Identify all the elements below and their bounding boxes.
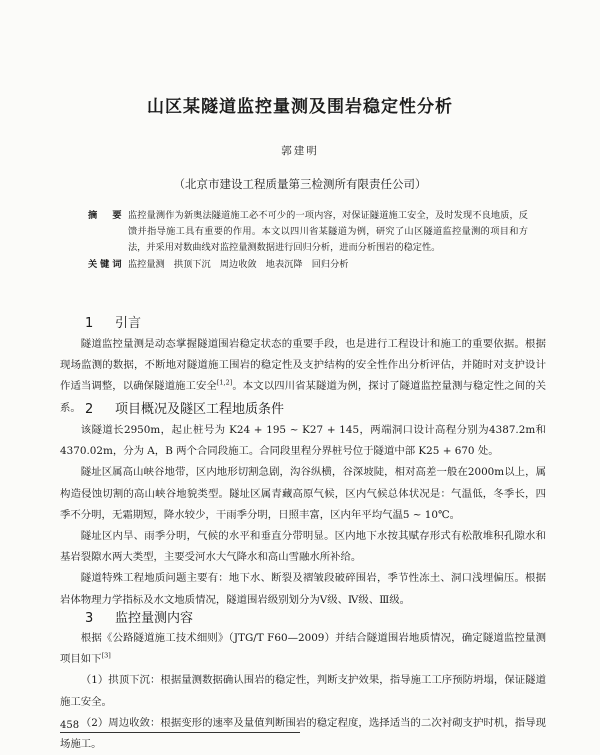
section-2-body — [60, 420, 546, 611]
section-title: 监控量测内容 — [115, 611, 194, 626]
paragraph: 隧道特殊工程地质问题主要有：地下水、断裂及褶皱段破碎围岩，季节性冻土、洞口浅埋偏压。根据岩体物理力学指标及水文地质情况，隧道围岩级别划分为Ⅴ级、Ⅳ级、Ⅲ级。 — [60, 572, 546, 606]
affiliation: （北京市建设工程质量第三检测所有限责任公司） — [173, 177, 427, 191]
section-number: 2 — [85, 402, 94, 417]
paragraph: （1）拱顶下沉：根据量测数据确认围岩的稳定性，判断支护效果，指导施工工序预防坍塌，保证隧道施工安全。 — [60, 674, 546, 708]
keywords — [88, 257, 528, 273]
paragraph: 根据《公路隧道施工技术细则》（JTG/T F60—2009）并结合隧道围岩地质情况，确定隧道监控量测项目如下[3] — [60, 632, 546, 666]
paper-title: 山区某隧道监控量测及围岩稳定性分析 — [147, 97, 453, 117]
section-3-body — [60, 628, 546, 755]
section-2-heading — [85, 398, 284, 417]
section-number: 3 — [85, 611, 94, 626]
section-number: 1 — [85, 316, 94, 331]
paragraph: 隧址区内旱、雨季分明，气候的水平和垂直分带明显。区内地下水按其赋存形式有松散堆积孔隙水和基岩裂隙水两大类型，主要受河水大气降水和高山雪融水所补给。 — [60, 530, 546, 564]
paragraph: 该隧道长2950m，起止桩号为 K24 + 195 ~ K27 + 145，两端洞口设计高程分别为4387.2m和4370.02m，分为 A，B 两个合同段施工。合同段里程分界桩号位于隧道中部 K25 + 670 处。 — [60, 424, 546, 458]
section-3-heading — [85, 607, 193, 626]
abstract-label: 摘 要 — [88, 210, 125, 221]
page-number: 458 — [60, 720, 80, 731]
author: 郭建明 — [281, 145, 319, 157]
abstract-text: 监控量测作为新奥法隧道施工必不可少的一项内容，对保证隧道施工安全，及时发现不良地质，反馈并指导施工具有重要的作用。本文以四川省某隧道为例，研究了山区隧道监控量测的项目和方法，并采用对数曲线对监控量测数据进行回归分析，进而分析围岩的稳定性。 — [128, 210, 528, 254]
paragraph: （2）周边收敛：根据变形的速率及量值判断围岩的稳定程度，选择适当的二次衬砌支护时机，指导现场施工。 — [60, 716, 546, 751]
paragraph: 隧址区属高山峡谷地带，区内地形切割急剧，沟谷纵横，谷深坡陡，相对高差一般在2000m以上，属构造侵蚀切割的高山峡谷地貌类型。隧址区属青藏高原气候，区内气候总体状况是：气温低，冬季长，四季不分明，无霜期短，降水较少，干雨季分明，日照丰富，区内年平均气温5 ~ 10℃。 — [60, 466, 546, 521]
footer-rule — [60, 732, 300, 733]
section-title: 引言 — [115, 316, 142, 331]
citation: [1,2] — [216, 378, 233, 387]
paragraph: 隧道监控量测是动态掌握隧道围岩稳定状态的重要手段，也是进行工程设计和施工的重要依据。根据现场监测的数据，不断地对隧道施工围岩的稳定性及支护结构的安全性作出分析评估，并随时对支护设计作适当调整，以确保隧道施工安全[1,2]。本文以四川省某隧道为例，探讨了隧道监控量测与稳定性之间的关系。 — [60, 338, 546, 414]
section-title: 项目概况及隧区工程地质条件 — [115, 402, 285, 417]
citation: [3] — [101, 651, 111, 660]
abstract — [88, 208, 528, 257]
keywords-text: 监控量测 拱顶下沉 周边收敛 地表沉降 回归分析 — [128, 258, 349, 270]
section-1-heading — [85, 312, 141, 331]
keywords-label: 关键词 — [88, 258, 125, 270]
abstract-block — [88, 208, 528, 273]
